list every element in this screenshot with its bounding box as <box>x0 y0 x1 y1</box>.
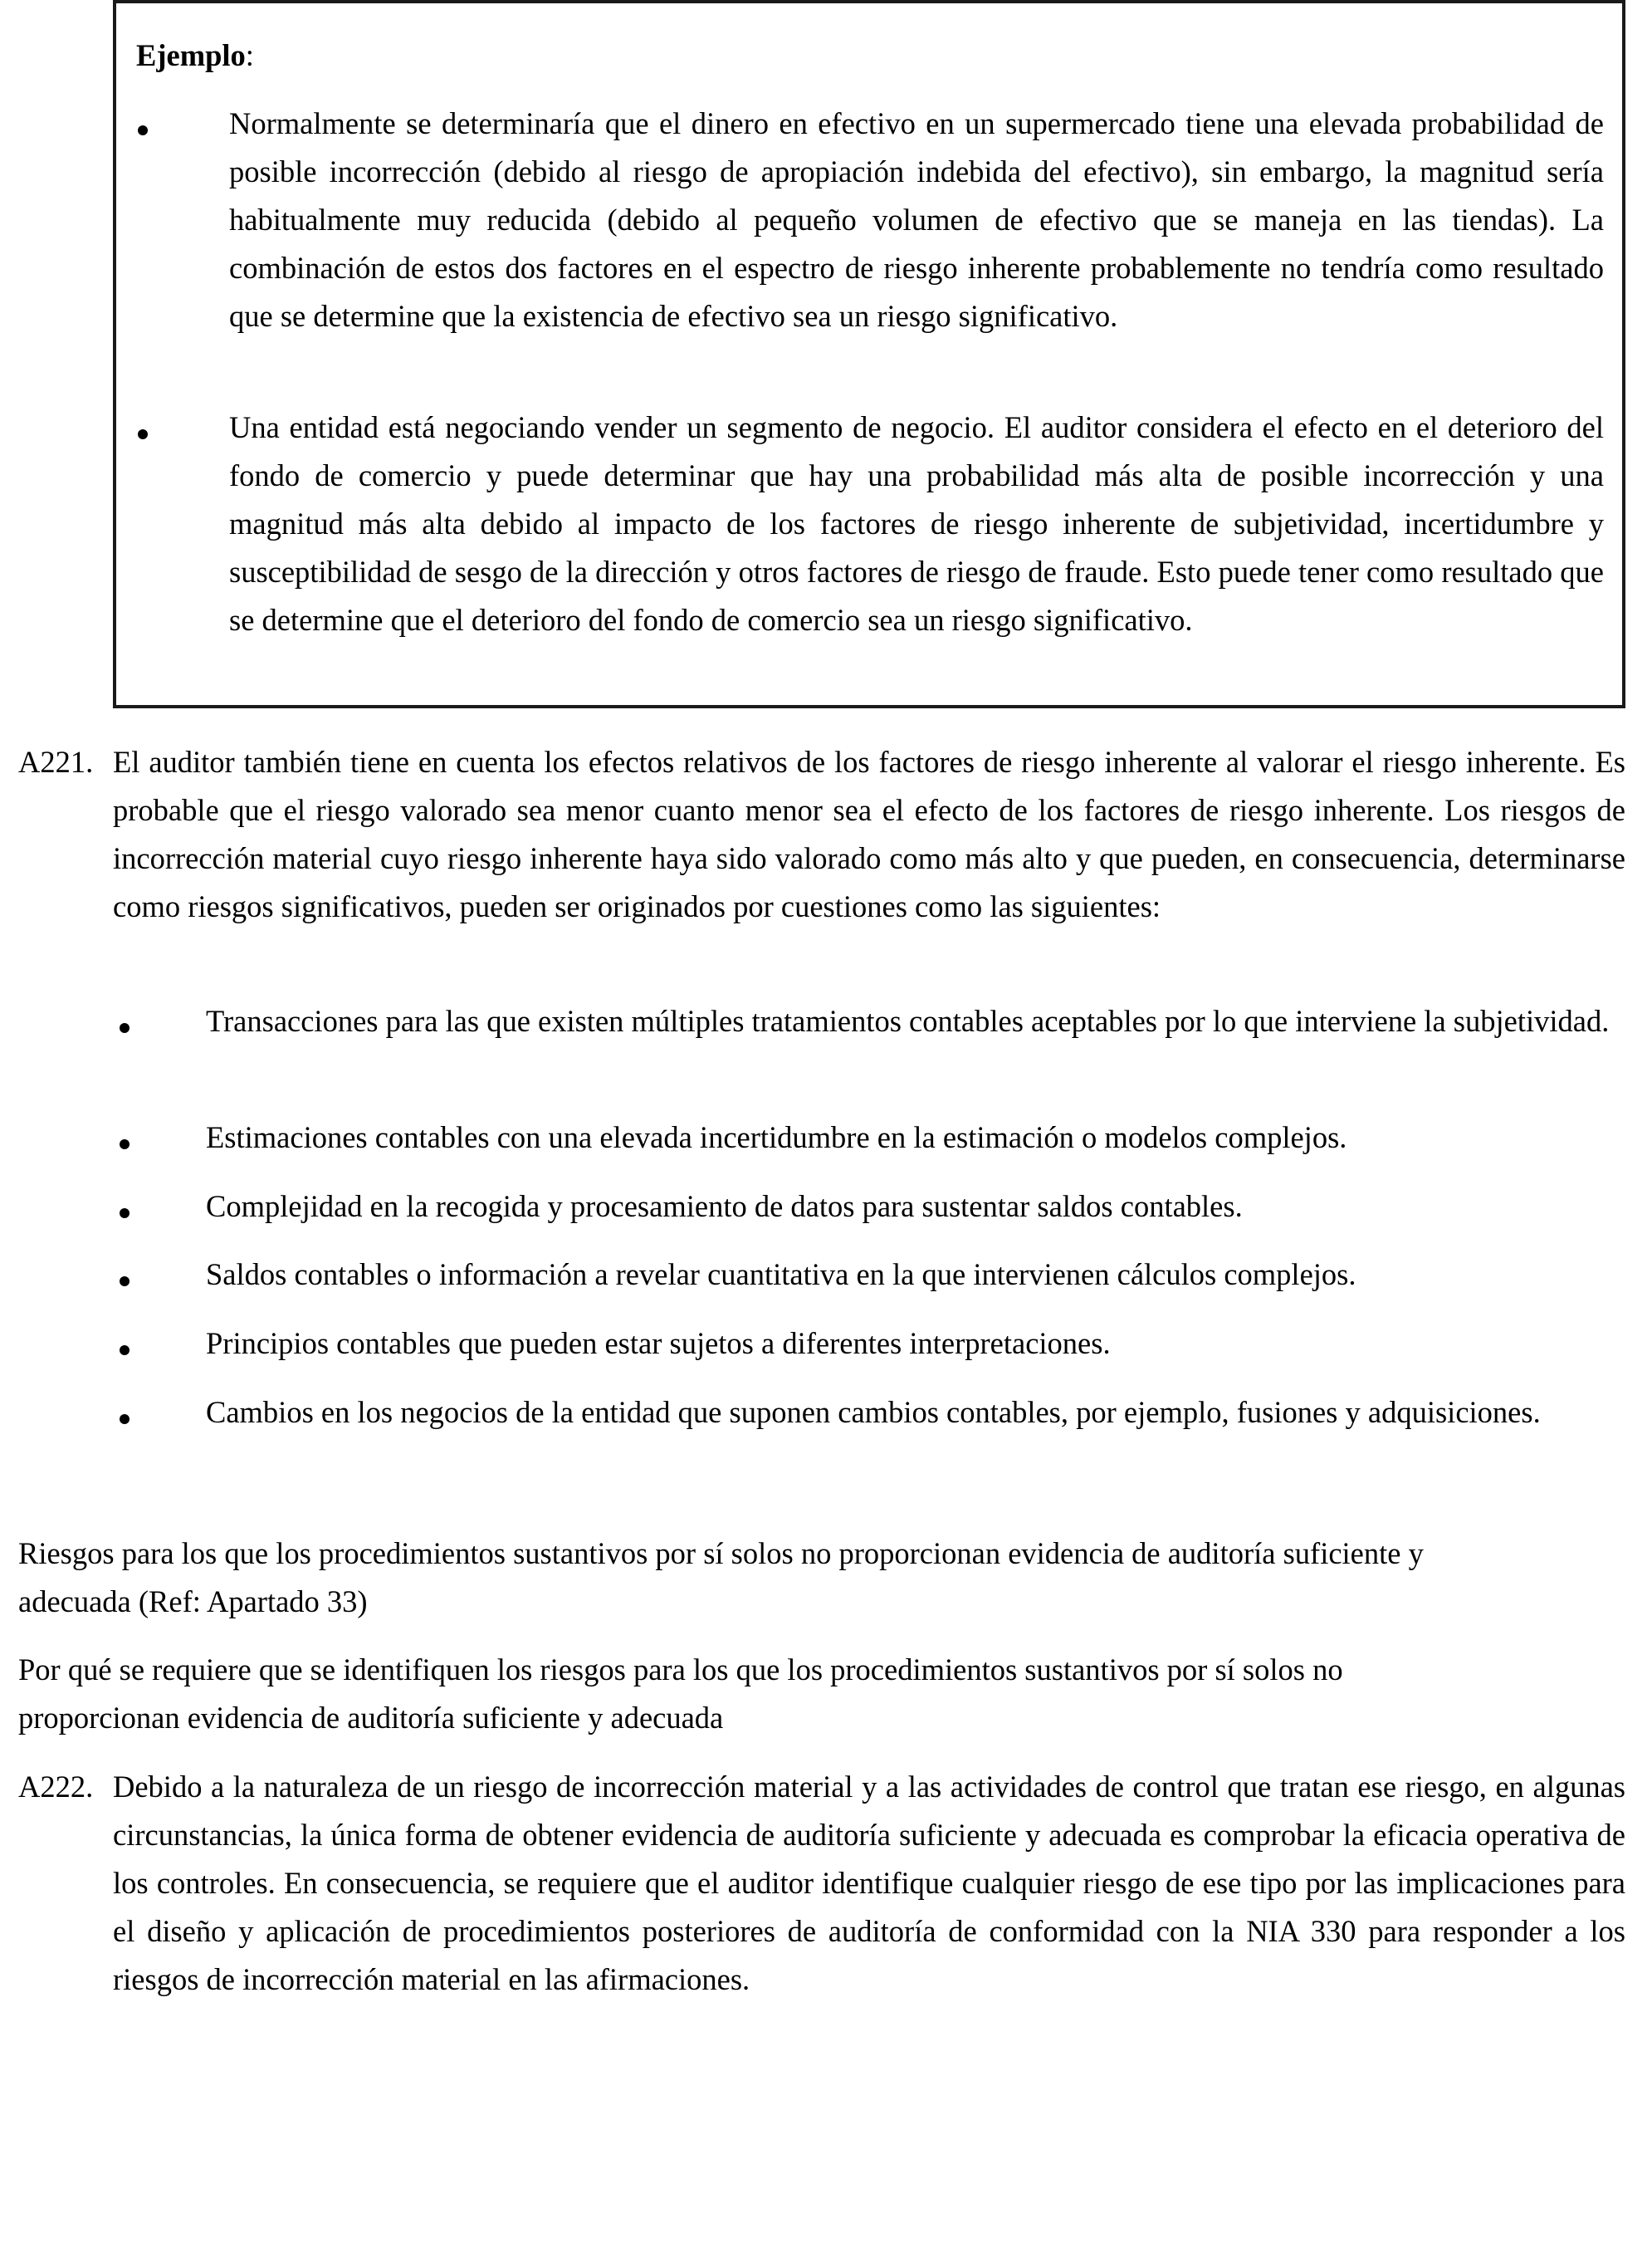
bullet-icon <box>120 1345 130 1355</box>
example-title: Ejemplo: <box>136 38 254 72</box>
section-heading-line-2: adecuada (Ref: Apartado 33) <box>18 1584 368 1618</box>
bullet-icon <box>120 1276 130 1286</box>
paragraph-a221-text: El auditor también tiene en cuenta los efectos relativos de los factores de riesgo inherente al valorar el riesgo inherente. Es probable que el riesgo valorado sea menor cuanto menor sea el efecto de los factores de riesgo inherente. Los riesgos de incorrección material cuyo riesgo inherente haya sido valorado como más alto y que pueden, en consecuencia, determinarse como riesgos significativos, pueden ser originados por cuestiones como las siguientes: <box>113 745 1625 923</box>
subsection-heading-line-2: proporcionan evidencia de auditoría suficiente y adecuada <box>18 1701 724 1735</box>
example-bullet-1: Normalmente se determinaría que el dinero en efectivo en un supermercado tiene una elevada probabilidad de posible incorrección (debido al riesgo de apropiación indebida del efectivo), sin embargo, la magnitud sería habitualmente muy reducida (debido al pequeño volumen de efectivo que se maneja en las tiendas). La combinación de estos dos factores en el espectro de riesgo inherente probablemente no tendría como resultado que se determine que la existencia de efectivo sea un riesgo significativo. <box>229 106 1604 333</box>
bullet-icon <box>120 1208 130 1218</box>
a221-bullet-2: Estimaciones contables con una elevada incertidumbre en la estimación o modelos complejos. <box>206 1120 1347 1154</box>
bullet-icon <box>120 1139 130 1149</box>
example-bullet-2: Una entidad está negociando vender un segmento de negocio. El auditor considera el efecto en el deterioro del fondo de comercio y puede determinar que hay una probabilidad más alta de posible incorrección y una magnitud más alta debido al impacto de los factores de riesgo inherente de subjetividad, incertidumbre y susceptibilidad de sesgo de la dirección y otros factores de riesgo de fraude. Esto puede tener como resultado que se determine que el deterioro del fondo de comercio sea un riesgo significativo. <box>229 410 1604 637</box>
bullet-icon <box>120 1023 130 1033</box>
a221-bullet-6: Cambios en los negocios de la entidad que suponen cambios contables, por ejemplo, fusiones y adquisiciones. <box>206 1395 1541 1429</box>
paragraph-number-a222: A222. <box>18 1770 94 1804</box>
paragraph-a222-text: Debido a la naturaleza de un riesgo de incorrección material y a las actividades de control que tratan ese riesgo, en algunas circunstancias, la única forma de obtener evidencia de auditoría suficiente y adecuada es comprobar la eficacia operativa de los controles. En consecuencia, se requiere que el auditor identifique cualquier riesgo de ese tipo por las implicaciones para el diseño y aplicación de procedimientos posteriores de auditoría de conformidad con la NIA 330 para responder a los riesgos de incorrección material en las afirmaciones. <box>113 1770 1625 1996</box>
paragraph-number-a221: A221. <box>18 745 94 779</box>
bullet-icon <box>138 429 148 439</box>
a221-bullet-1: Transacciones para las que existen múltiples tratamientos contables aceptables por lo que interviene la subjetividad. <box>206 1004 1610 1038</box>
example-box <box>113 0 1625 708</box>
bullet-icon <box>138 125 148 135</box>
bullet-icon <box>120 1414 130 1424</box>
subsection-heading-line-1: Por qué se requiere que se identifiquen los riesgos para los que los procedimientos sustantivos por sí solos no <box>18 1652 1343 1686</box>
a221-bullet-3: Complejidad en la recogida y procesamiento de datos para sustentar saldos contables. <box>206 1189 1243 1223</box>
a221-bullet-5: Principios contables que pueden estar sujetos a diferentes interpretaciones. <box>206 1326 1111 1360</box>
a221-bullet-4: Saldos contables o información a revelar cuantitativa en la que intervienen cálculos complejos. <box>206 1257 1356 1291</box>
section-heading-line-1: Riesgos para los que los procedimientos sustantivos por sí solos no proporcionan evidencia de auditoría suficiente y <box>18 1536 1424 1570</box>
